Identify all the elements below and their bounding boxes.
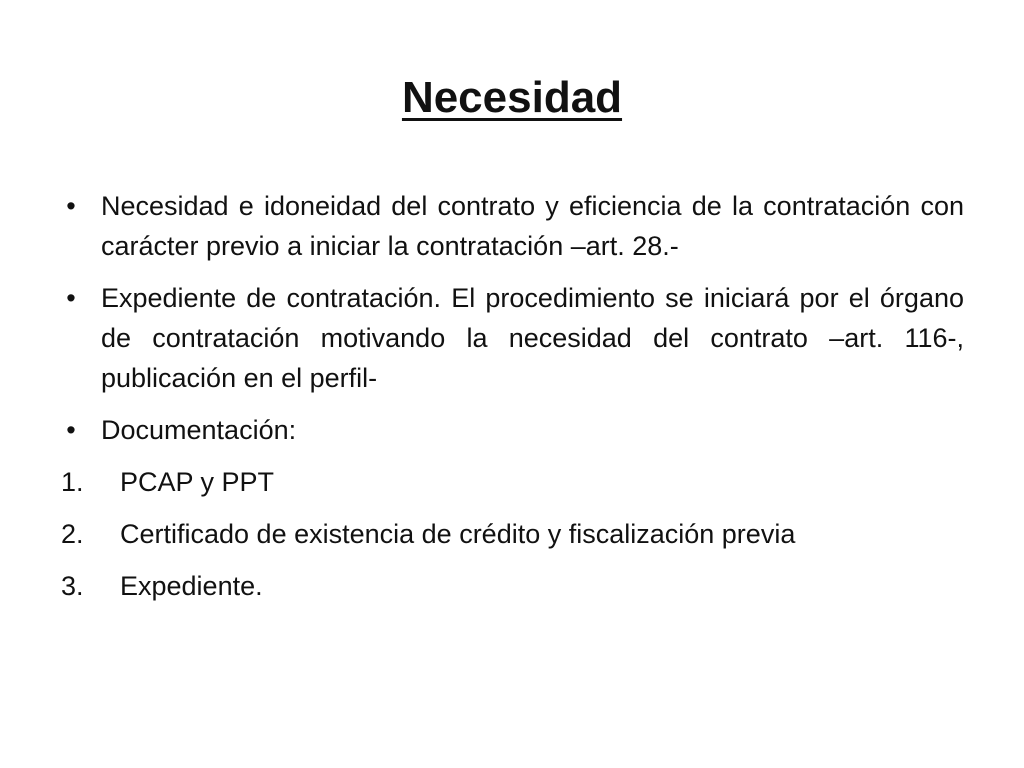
slide-content	[0, 186, 1024, 618]
item-number: 3.	[61, 571, 84, 601]
bullet-item	[66, 278, 964, 398]
numbered-item	[61, 462, 964, 502]
bullet-text: Necesidad e idoneidad del contrato y eficiencia de la contratación con carácter previo a iniciar la contratación –art. 28.-	[101, 191, 964, 261]
numbered-item	[61, 514, 964, 554]
bullet-text: Documentación:	[101, 415, 297, 445]
bullet-item	[66, 186, 964, 266]
item-number: 1.	[61, 467, 84, 497]
item-number: 2.	[61, 519, 84, 549]
bullet-dot: •	[66, 283, 76, 313]
item-text: Expediente.	[120, 571, 263, 601]
numbered-item	[61, 566, 964, 606]
item-text: PCAP y PPT	[120, 467, 275, 497]
bullet-item	[66, 410, 964, 450]
bullet-text: Expediente de contratación. El procedimiento se iniciará por el órgano de contratación motivando la necesidad del contrato –art. 116-, publicación en el perfil-	[101, 283, 964, 393]
slide-title	[0, 72, 1024, 124]
item-text: Certificado de existencia de crédito y fiscalización previa	[120, 519, 796, 549]
slide-title-text: Necesidad	[401, 73, 623, 122]
bullet-dot: •	[66, 415, 76, 445]
bullet-dot: •	[66, 191, 76, 221]
